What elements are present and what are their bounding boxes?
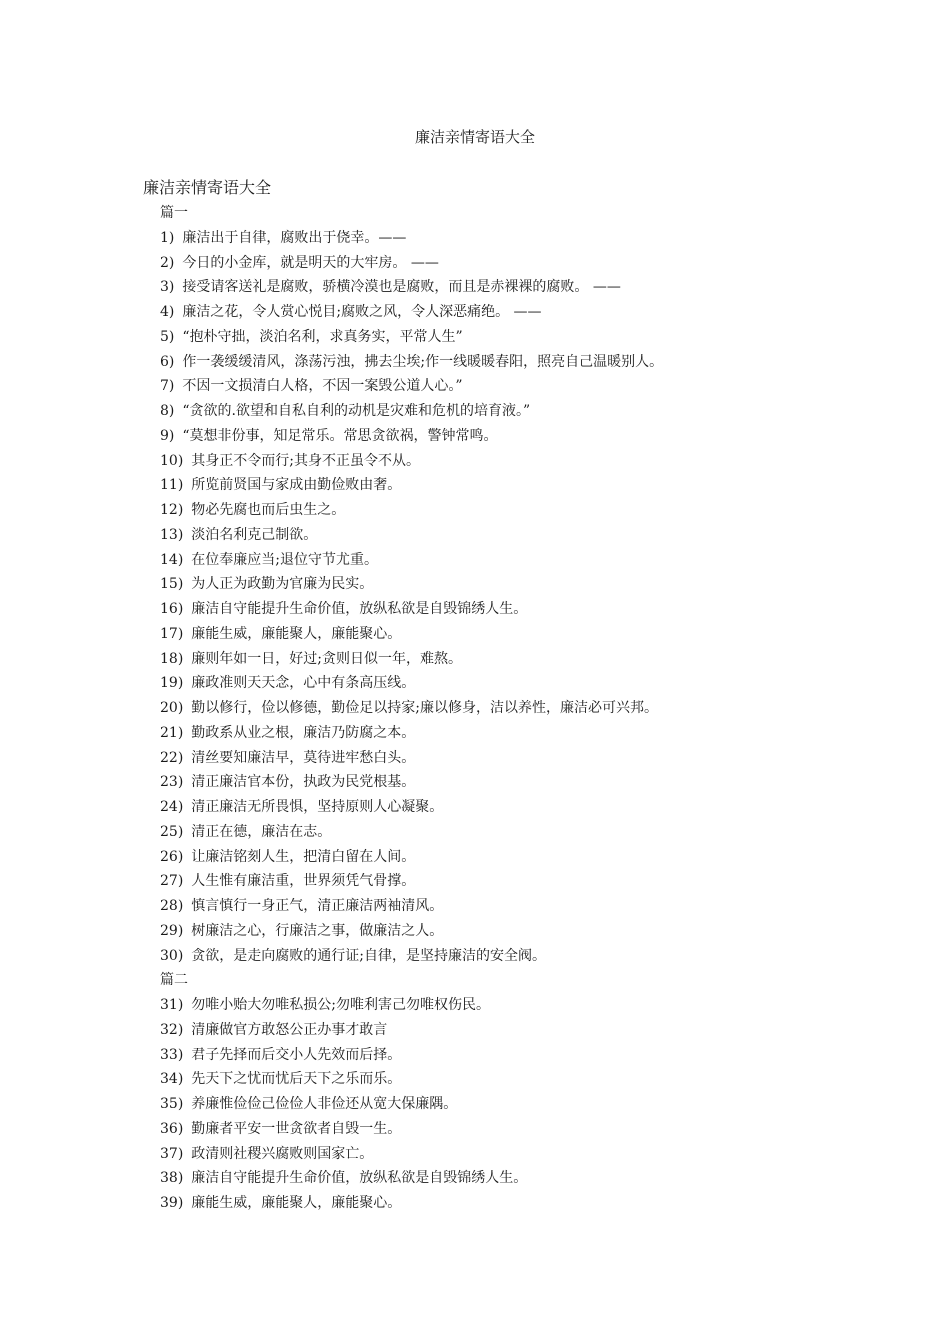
list-item-text: 物必先腐也而后虫生之。 [191,502,346,518]
list-item [160,275,880,300]
list-item-number: 14) [160,551,184,568]
list-item [160,424,880,449]
list-item-number: 30) [160,947,184,964]
list-item [160,1191,880,1216]
list-item-text: 清正廉洁官本份，执政为民党根基。 [191,774,416,791]
section-label: 篇一 [160,205,188,221]
list-item [160,746,880,771]
list-item-text: 清正在德，廉洁在志。 [191,823,332,840]
list-item [160,820,880,845]
list-item [160,498,880,523]
list-item-text: 廉能生威，廉能聚人，廉能聚心。 [191,625,402,642]
list-item-text: 让廉洁铭刻人生，把清白留在人间。 [191,848,416,865]
list-item-number: 25) [160,823,184,840]
list-item-text: 先天下之忧而忧后天下之乐而乐。 [191,1071,402,1088]
list-item [160,523,880,548]
list-item-number: 6) [160,353,175,370]
list-item [160,1043,880,1068]
list-item-text: 君子先择而后交小人先效而后择。 [191,1046,402,1063]
list-item-text: 养廉惟俭俭己俭俭人非俭还从宽大保廉隅。 [191,1096,458,1112]
list-item-number: 9) [160,427,175,444]
list-item [160,770,880,795]
list-item [160,1117,880,1142]
list-item [160,1166,880,1191]
list-item-number: 3) [160,279,175,296]
list-item [160,795,880,820]
list-item-number: 31) [160,997,184,1013]
list-item-number: 38) [160,1170,184,1187]
list-item [160,894,880,919]
list-item [160,647,880,672]
document-body [160,201,880,1216]
list-item [160,350,880,375]
list-item-number: 29) [160,922,184,939]
list-item-text: 勤以修行，俭以修德，勤俭足以持家;廉以修身，洁以养性，廉洁必可兴邦。 [191,700,658,716]
list-item [160,473,880,498]
list-item-number: 7) [160,378,175,395]
list-item-number: 27) [160,873,184,890]
list-item-number: 10) [160,452,184,469]
list-item-text: 廉洁自守能提升生命价值，放纵私欲是自毁锦绣人生。 [191,601,528,617]
list-item-number: 28) [160,898,184,914]
list-item-text: 树廉洁之心，行廉洁之事，做廉洁之人。 [191,922,444,939]
list-item-text: 接受请客送礼是腐败，骄横冷漠也是腐败，而且是赤裸裸的腐败。 —— [182,279,621,296]
list-item-number: 22) [160,749,184,766]
list-item [160,374,880,399]
list-item-text: 贪欲，是走向腐败的通行证;自律，是坚持廉洁的安全阀。 [191,947,546,964]
list-item-text: 廉洁之花，令人赏心悦目;腐败之风，令人深恶痛绝。 —— [182,304,542,320]
list-item [160,251,880,276]
list-item [160,226,880,251]
list-item-number: 17) [160,625,184,642]
list-item-text: 今日的小金库，就是明天的大牢房。 —— [182,254,439,271]
list-item-text: 为人正为政勤为官廉为民实。 [191,576,374,593]
list-item-text: 廉则年如一日，好过;贪则日似一年，难熬。 [191,650,462,667]
list-item [160,449,880,474]
list-item-number: 11) [160,477,184,494]
list-item-number: 32) [160,1021,184,1038]
list-item-text: 淡泊名利克己制欲。 [191,526,318,543]
list-item-number: 5) [160,328,175,345]
list-item-text: 清廉做官方敢怒公正办事才敢言 [191,1021,388,1038]
list-item-text: 不因一文损清白人格，不因一案毁公道人心。” [182,378,463,395]
list-item [160,1018,880,1043]
list-item-number: 20) [160,700,184,716]
list-item [160,597,880,622]
list-item [160,300,880,325]
list-item [160,721,880,746]
list-item-text: 廉洁自守能提升生命价值，放纵私欲是自毁锦绣人生。 [191,1170,528,1187]
list-item-number: 33) [160,1046,184,1063]
list-item-number: 21) [160,724,184,741]
list-item [160,845,880,870]
list-item-number: 23) [160,774,184,791]
list-item-text: 廉政准则天天念，心中有条高压线。 [191,675,416,692]
list-item [160,548,880,573]
list-item [160,919,880,944]
list-item-text: 勤廉者平安一世贪欲者自毁一生。 [191,1120,402,1137]
list-item-text: 清正廉洁无所畏惧，坚持原则人心凝聚。 [191,799,444,815]
list-item [160,1142,880,1167]
page-title: 廉洁亲情寄语大全 [414,128,535,146]
list-item-number: 19) [160,675,184,692]
list-item [160,1067,880,1092]
list-item-text: 廉洁出于自律，腐败出于侥幸。—— [182,229,407,246]
list-item-number: 1) [160,229,175,246]
list-item [160,1092,880,1117]
list-item-text: 其身正不令而行;其身不正虽令不从。 [191,452,420,469]
list-item-text: 慎言慎行一身正气，清正廉洁两袖清风。 [191,898,444,914]
list-item-text: 廉能生威，廉能聚人，廉能聚心。 [191,1195,402,1211]
list-item-text: 所览前贤国与家成由勤俭败由奢。 [191,477,402,494]
list-item [160,869,880,894]
list-item [160,399,880,424]
list-item-text: 勤政系从业之根，廉洁乃防腐之本。 [191,724,416,741]
list-item-text: “抱朴守拙，淡泊名利，求真务实，平常人生” [182,328,463,345]
list-item [160,671,880,696]
list-item [160,696,880,721]
list-item-number: 4) [160,304,175,320]
list-item-text: “贪欲的.欲望和自私自利的动机是灾难和危机的培育液。” [182,403,531,419]
list-item-number: 35) [160,1096,184,1112]
list-item-text: 清丝要知廉洁早，莫待进牢愁白头。 [191,749,416,766]
list-item-text: “莫想非份事，知足常乐。常思贪欲祸，警钟常鸣。 [182,427,498,444]
list-item [160,944,880,969]
list-item-number: 15) [160,576,184,593]
list-item-number: 24) [160,799,184,815]
list-item-text: 在位奉廉应当;退位守节尤重。 [191,551,378,568]
list-item-number: 2) [160,254,175,271]
list-item-text: 人生惟有廉洁重，世界须凭气骨撑。 [191,873,416,890]
list-item [160,572,880,597]
list-item-number: 12) [160,502,184,518]
list-item-text: 勿唯小贻大勿唯私损公;勿唯利害己勿唯权伤民。 [191,997,490,1013]
list-item-number: 26) [160,848,184,865]
list-item [160,622,880,647]
list-item [160,325,880,350]
list-item-number: 16) [160,601,184,617]
document-heading: 廉洁亲情寄语大全 [143,178,272,197]
list-item-number: 36) [160,1120,184,1137]
list-item-number: 13) [160,526,184,543]
section-label: 篇二 [160,972,188,989]
list-item-text: 政清则社稷兴腐败则国家亡。 [191,1145,374,1162]
list-item-number: 37) [160,1145,184,1162]
list-item-text: 作一袭缓缓清风，涤荡污浊，拂去尘埃;作一线暖暖春阳，照亮自己温暖别人。 [182,353,664,370]
list-item [160,993,880,1018]
list-item-number: 18) [160,650,184,667]
list-item-number: 39) [160,1195,184,1211]
list-item-number: 8) [160,403,175,419]
list-item-number: 34) [160,1071,184,1088]
